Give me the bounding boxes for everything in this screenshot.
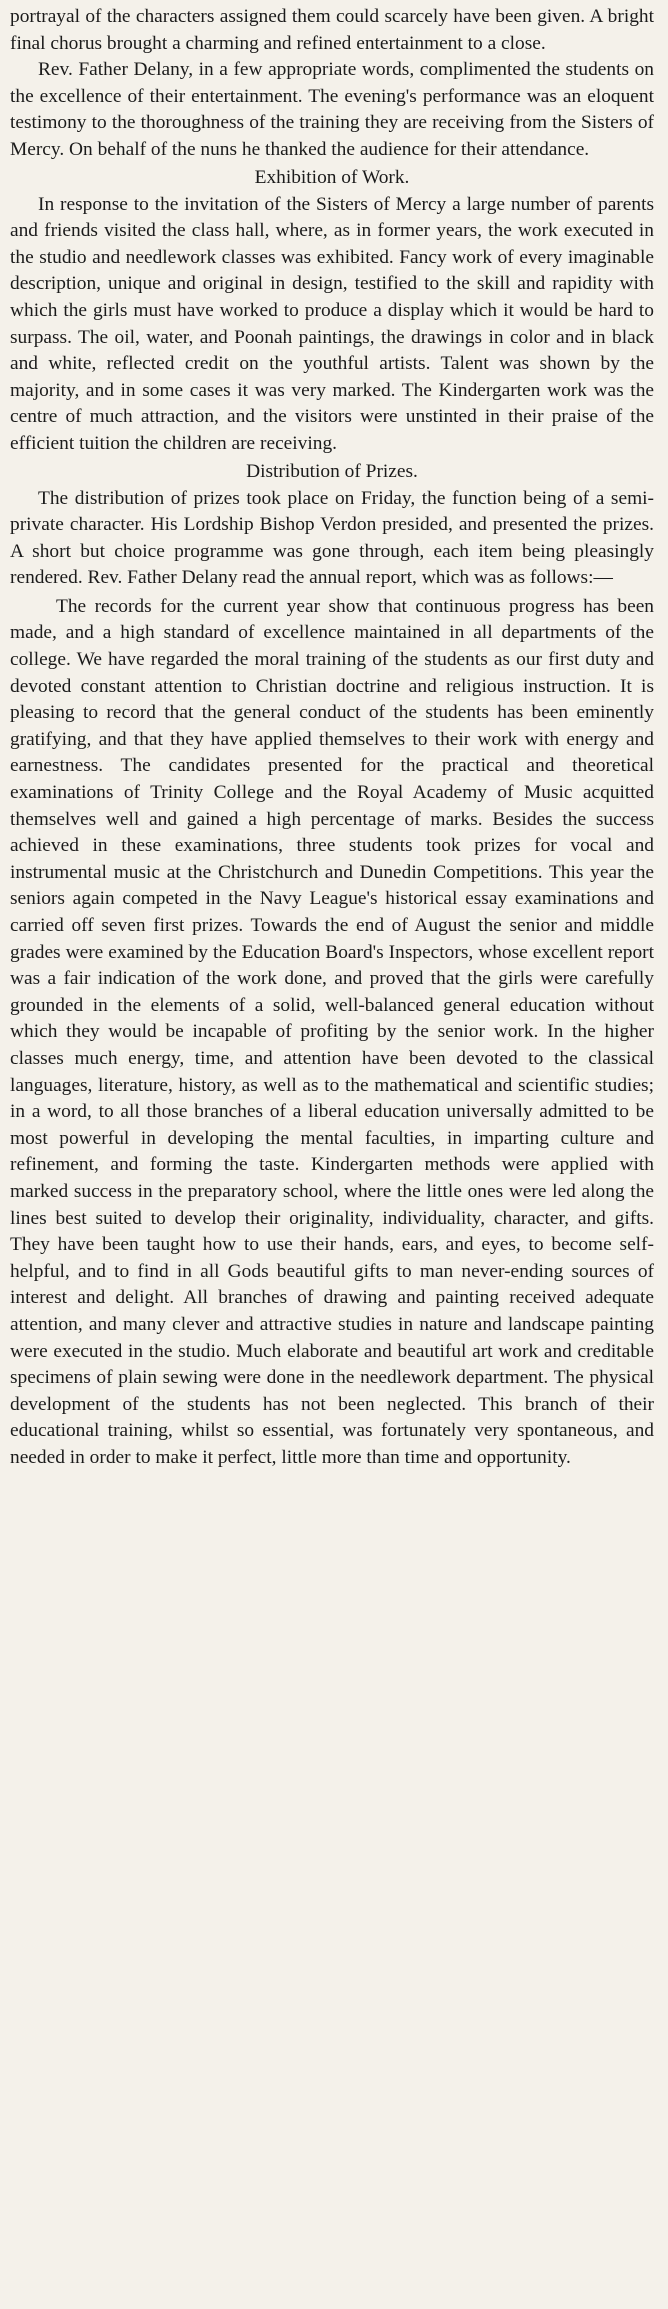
paragraph-father-delany: Rev. Father Delany, in a few appropriate words, complimented the students on the excellence of their entertainment. The evening's performance was an eloquent testimony to the thoroughness of the training they are receiving from the Sisters of Mercy. On behalf of the nuns he thanked the audience for their attendance. <box>10 59 654 160</box>
heading-distribution-of-prizes: Distribution of Prizes. <box>246 460 418 482</box>
heading-exhibition-of-work: Exhibition of Work. <box>254 166 410 188</box>
paragraph-annual-report: The records for the current year show that continuous progress has been made, and a high standard of excellence maintained in all departments of the college. We have regarded the moral training of the students as our first duty and devoted constant attention to Christian doctrine and religious instruction. It is pleasing to record that the general conduct of the students has been eminently gratifying, and that they have applied themselves to their work with energy and earnestness. The candidates presented for the practical and theoretical examinations of Trinity College and the Royal Academy of Music acquitted themselves well and gained a high percentage of marks. Besides the success achieved in these examinations, three students took prizes for vocal and instrumental music at the Christchurch and Dunedin Competitions. This year the seniors again competed in the Navy League's historical essay examinations and carried off seven first prizes. Towards the end of August the senior and middle grades were examined by the Education Board's Inspectors, whose excellent report was a fair indication of the work done, and proved that the girls were carefully grounded in the elements of a solid, well-balanced general education without which they would be incapable of profiting by the senior work. In the higher classes much energy, time, and attention have been devoted to the classical languages, literature, history, as well as to the mathematical and scientific studies; in a word, to all those branches of a liberal education universally admitted to be most powerful in developing the mental faculties, in imparting culture and refinement, and forming the taste. Kindergarten methods were applied with marked success in the preparatory school, where the little ones were led along the lines best suited to develop their originality, individuality, character, and gifts. They have been taught how to use their hands, ears, and eyes, to become self-helpful, and to find in all Gods beautiful gifts to man never-ending sources of interest and delight. All branches of drawing and painting received adequate attention, and many clever and attractive studies in nature and landscape painting were executed in the studio. Much elaborate and beautiful art work and creditable specimens of plain sewing were done in the needlework department. The physical development of the students has not been neglected. This branch of their educational training, whilst so essential, was fortunately very spontaneous, and needed in order to make it perfect, little more than time and opportunity. <box>10 595 654 1468</box>
paragraph-exhibition: In response to the invitation of the Sisters of Mercy a large number of parents and friends visited the class hall, where, as in former years, the work executed in the studio and needlework classes was exhibited. Fancy work of every imaginable description, unique and original in design, testified to the skill and rapidity with which the girls must have worked to produce a display which it would be hard to surpass. The oil, water, and Poonah paintings, the drawings in color and in black and white, reflected credit on the youthful artists. Talent was shown by the majority, and in some cases it was very marked. The Kindergarten work was the centre of much attraction, and the visitors were unstinted in their praise of the efficient tuition the children are receiving. <box>10 193 654 454</box>
paragraph-entertainment-end: portrayal of the characters assigned them could scarcely have been given. A bright final chorus brought a charming and refined entertainment to a close. <box>10 6 654 54</box>
paragraph-prizes: The distribution of prizes took place on Friday, the function being of a semi-private character. His Lordship Bishop Verdon presided, and presented the prizes. A short but choice programme was gone through, each item being pleasingly rendered. Rev. Father Delany read the annual report, which was as follows:— <box>10 487 654 589</box>
